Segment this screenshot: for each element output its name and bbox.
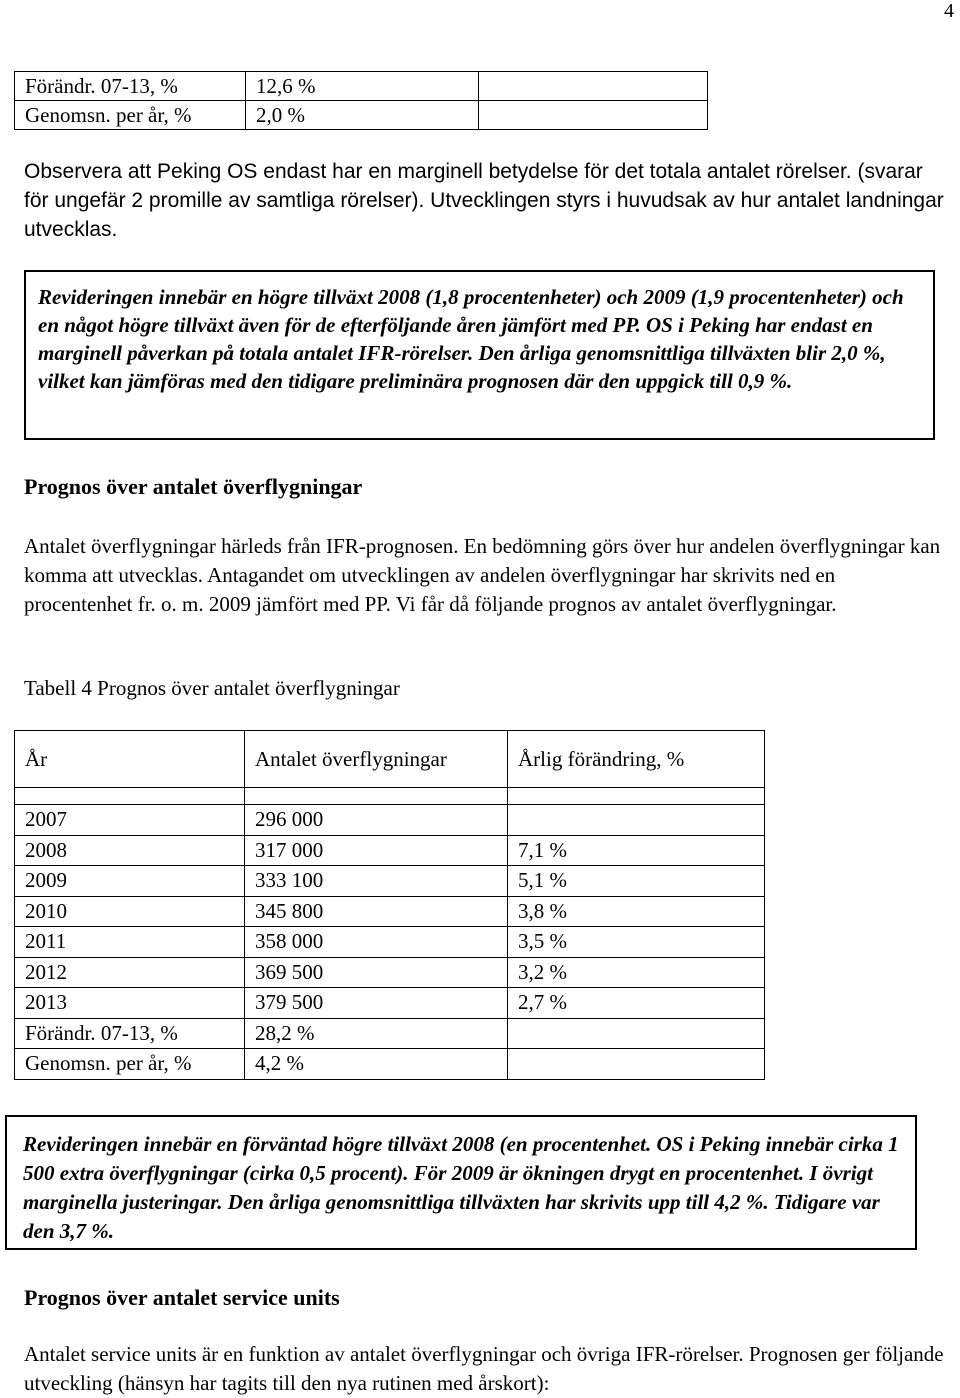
- table-spacer: [15, 788, 765, 805]
- service-units-paragraph: Antalet service units är en funktion av antalet överflygningar och övriga IFR-rörelser. Prognosen ger följande utveckling (hänsyn har tagits till den nya rutinen med årskort):: [24, 1342, 944, 1395]
- table-row: [15, 896, 765, 927]
- table-row: [15, 101, 708, 130]
- table-row: [15, 988, 765, 1019]
- overflights-forecast-table: [14, 730, 765, 1080]
- table-cell: 296 000: [245, 805, 508, 836]
- overflights-paragraph: Antalet överflygningar härleds från IFR-prognosen. En bedömning görs över hur andelen överflygningar kan komma att utvecklas. Antagandet om utvecklingen av andelen överflygningar har skrivits ned en procentenhet fr. o. m. 2009 jämfört med PP. Vi får då följande prognos av antalet överflygningar.: [24, 534, 941, 616]
- table-cell: 358 000: [245, 927, 508, 958]
- column-header: Antalet överflygningar: [245, 731, 508, 788]
- table-cell: 2009: [15, 866, 245, 897]
- table-header-row: [15, 731, 765, 788]
- growth-summary-table: [14, 71, 708, 130]
- table-cell: Förändr. 07-13, %: [15, 1018, 245, 1049]
- table-cell: 2007: [15, 805, 245, 836]
- table-row: [15, 927, 765, 958]
- table-cell: 4,2 %: [245, 1049, 508, 1080]
- table-row: [15, 805, 765, 836]
- table-cell: 317 000: [245, 835, 508, 866]
- table-cell: Förändr. 07-13, %: [15, 72, 246, 101]
- table-cell: Genomsn. per år, %: [15, 1049, 245, 1080]
- table-row: [15, 835, 765, 866]
- table-cell: [508, 1018, 765, 1049]
- table-cell: 2008: [15, 835, 245, 866]
- table-cell: [508, 805, 765, 836]
- table-cell: [508, 1049, 765, 1080]
- section-heading-service-units: Prognos över antalet service units: [24, 1285, 340, 1310]
- table-cell: 3,8 %: [508, 896, 765, 927]
- table-cell: 333 100: [245, 866, 508, 897]
- overflights-revision-note-box: [5, 1115, 917, 1250]
- table-cell: 2010: [15, 896, 245, 927]
- table-cell: 7,1 %: [508, 835, 765, 866]
- table-cell: 2,7 %: [508, 988, 765, 1019]
- table-cell: 3,5 %: [508, 927, 765, 958]
- revision-note-text: Revideringen innebär en högre tillväxt 2008 (1,8 procentenheter) och 2009 (1,9 procentenheter) och en något högre tillväxt även för de efterföljande åren jämfört med PP. OS i Peking har endast en marginell påverkan på totala antalet IFR-rörelser. Den årliga genomsnittliga tillväxten blir 2,0 %, vilket kan jämföras med den tidigare preliminära prognosen där den uppgick till 0,9 %.: [38, 285, 904, 393]
- table-cell: 2011: [15, 927, 245, 958]
- intro-paragraph: Observera att Peking OS endast har en marginell betydelse för det totala antalet rörelser. (svarar för ungefär 2 promille av samtliga rörelser). Utvecklingen styrs i huvudsak av hur antalet landningar utvecklas.: [24, 160, 944, 241]
- table-cell: [479, 72, 708, 101]
- page-number: 4: [944, 0, 954, 22]
- overflights-revision-note-text: Revideringen innebär en förväntad högre tillväxt 2008 (en procentenhet. OS i Peking innebär cirka 1 500 extra överflygningar (cirka 0,5 procent). För 2009 är ökningen drygt en procentenhet. I övrigt marginella justeringar. Den årliga genomsnittliga tillväxten har skrivits upp till 4,2 %. Tidigare var den 3,7 %.: [23, 1132, 899, 1243]
- table-row: [15, 1049, 765, 1080]
- table-row: [15, 957, 765, 988]
- table-cell: 28,2 %: [245, 1018, 508, 1049]
- table-cell: 3,2 %: [508, 957, 765, 988]
- table-cell: [479, 101, 708, 130]
- table-caption: Tabell 4 Prognos över antalet överflygningar: [24, 676, 400, 700]
- table-row: [15, 866, 765, 897]
- table-row: [15, 72, 708, 101]
- column-header: År: [15, 731, 245, 788]
- table-cell: 5,1 %: [508, 866, 765, 897]
- table-cell: 2,0 %: [246, 101, 479, 130]
- revision-note-box: [24, 270, 935, 440]
- table-cell: 2012: [15, 957, 245, 988]
- table-cell: 12,6 %: [246, 72, 479, 101]
- column-header: Årlig förändring, %: [508, 731, 765, 788]
- section-heading-overflights: Prognos över antalet överflygningar: [24, 474, 363, 499]
- table-cell: Genomsn. per år, %: [15, 101, 246, 130]
- table-cell: 2013: [15, 988, 245, 1019]
- table-cell: 379 500: [245, 988, 508, 1019]
- table-row: [15, 1018, 765, 1049]
- table-cell: 369 500: [245, 957, 508, 988]
- table-cell: 345 800: [245, 896, 508, 927]
